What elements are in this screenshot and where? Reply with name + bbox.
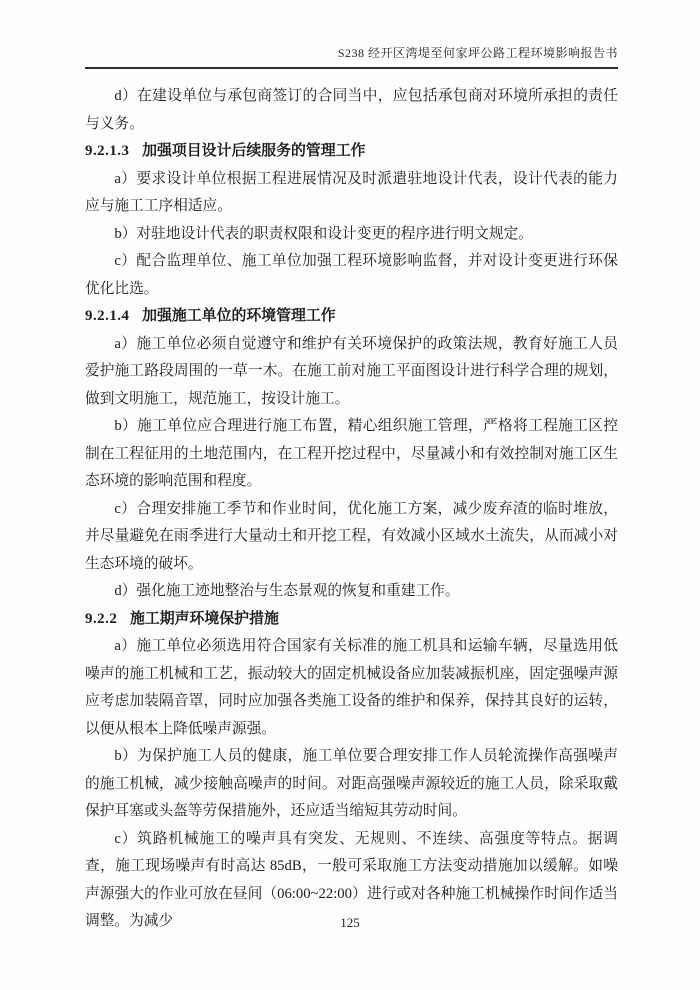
section-title: 加强施工单位的环境管理工作 (142, 308, 336, 324)
body-paragraph: b）为保护施工人员的健康，施工单位要合理安排工作人员轮流操作高强噪声的施工机械，减少接触高噪声的时间。对距高强噪声源较近的施工人员，除采取戴保护耳塞或头盔等劳保措施外，还应适当缩短其劳动时间。 (85, 748, 618, 819)
section-heading (85, 138, 618, 166)
body-paragraph: a）施工单位必须选用符合国家有关标准的施工机具和运输车辆，尽量选用低噪声的施工机械和工艺，振动较大的固定机械设备应加装减振机座，固定强噪声源应考虑加装隔音罩，同时应加强各类施工设备的维护和保养，保持其良好的运转，以便从根本上降低噪声源强。 (85, 638, 618, 737)
section-number: 9.2.1.4 (85, 308, 130, 324)
section-number: 9.2.2 (85, 610, 118, 627)
body-paragraph: b）施工单位应合理进行施工布置，精心组织施工管理，严格将工程施工区控制在工程征用的土地范围内，在工程开挖过程中，尽量减小和有效控制对施工区生态环境的影响范围和程度。 (85, 418, 618, 489)
body-paragraph: c）筑路机械施工的噪声具有突发、无规则、不连续、高强度等特点。据调查，施工现场噪声有时高达 85dB，一般可采取施工方法变动措施加以缓解。如噪声源强大的作业可放在昼间（06:00~22:00）进行或对各种施工机械操作时间作适当调整。为减少 (85, 830, 618, 929)
document-body (85, 83, 618, 936)
section-title: 加强项目设计后续服务的管理工作 (142, 143, 366, 159)
section-number: 9.2.1.3 (85, 143, 130, 159)
body-paragraph: c）合理安排施工季节和作业时间，优化施工方案，减少废弃渣的临时堆放，并尽量避免在雨季进行大量动土和开挖工程，有效减小区域水土流失，从而减小对生态环境的破坏。 (85, 500, 618, 572)
body-paragraph: d）强化施工迹地整治与生态景观的恢复和重建工作。 (114, 583, 460, 599)
running-header-title: S238 经开区湾堤至何家坪公路工程环境影响报告书 (85, 44, 618, 69)
body-paragraph: b）对驻地设计代表的职责权限和设计变更的程序进行明文规定。 (114, 225, 533, 242)
body-paragraph: a）要求设计单位根据工程进展情况及时派遣驻地设计代表，设计代表的能力应与施工工序相适应。 (85, 170, 618, 214)
body-paragraph: c）配合监理单位、施工单位加强工程环境影响监督，并对设计变更进行环保优化比选。 (85, 253, 618, 297)
page-number: 125 (340, 915, 360, 930)
section-heading (85, 606, 618, 634)
body-paragraph: d）在建设单位与承包商签订的合同当中，应包括承包商对环境所承担的责任与义务。 (85, 88, 618, 132)
section-heading (85, 303, 618, 331)
section-title: 施工期声环境保护措施 (129, 610, 279, 627)
body-paragraph: a）施工单位必须自觉遵守和维护有关环境保护的政策法规，教育好施工人员爱护施工路段周围的一草一木。在施工前对施工平面图设计进行科学合理的规划，做到文明施工，规范施工，按设计施工。 (85, 335, 618, 407)
